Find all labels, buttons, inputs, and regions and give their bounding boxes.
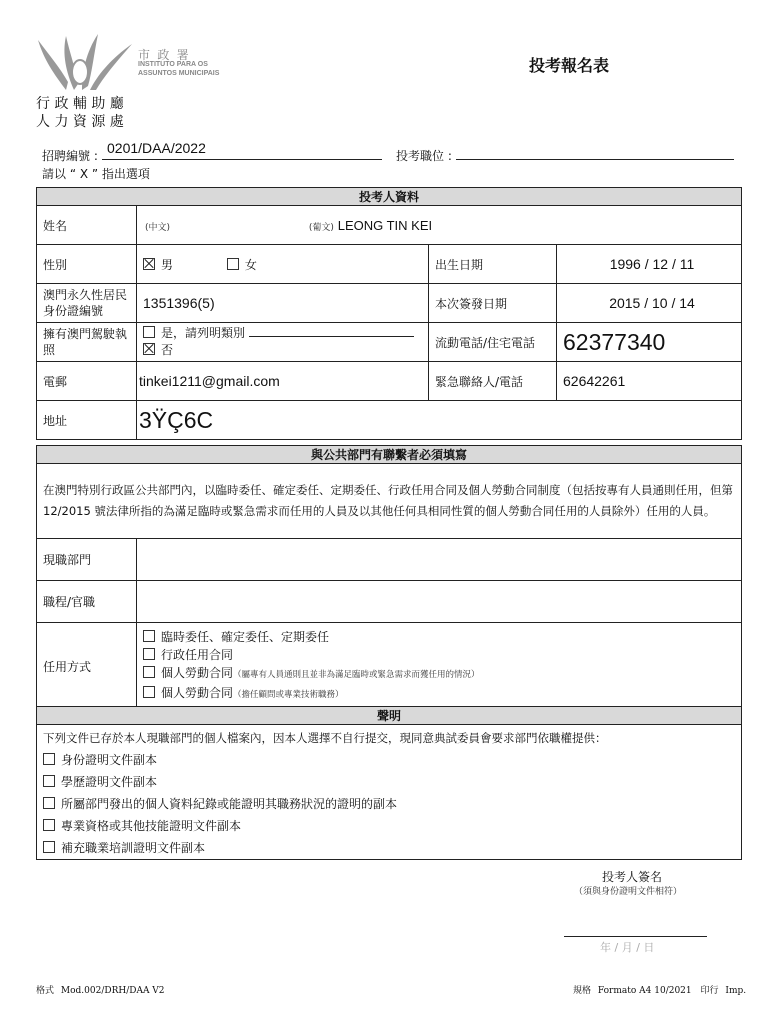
mode-option-label: 個人勞動合同 [161, 666, 234, 680]
declaration-checkbox[interactable] [43, 841, 55, 853]
footer-format-value: Mod.002/DRH/DAA V2 [60, 986, 165, 996]
english-name-label: (葡文) [308, 222, 334, 233]
declaration-item [43, 793, 741, 815]
declaration-item [43, 749, 741, 771]
appointment-mode-field [137, 623, 742, 710]
female-checkbox[interactable] [227, 258, 239, 270]
mode-option-label: 個人勞動合同 [161, 686, 234, 700]
phone-label: 流動電話/住宅電話 [429, 323, 557, 362]
current-dept-label: 現職部門 [37, 539, 137, 581]
mode-checkbox[interactable] [143, 630, 155, 642]
email-field[interactable] [137, 362, 429, 401]
declaration-checkbox[interactable] [43, 775, 55, 787]
signature-date: 年 / 月 / 日 [600, 941, 655, 954]
license-yes-row [143, 325, 428, 342]
phone-field[interactable] [557, 323, 742, 362]
declaration-intro: 下列文件已存於本人現職部門的個人檔案內，因本人選擇不自行提交，現同意典試委員會要求部門依職權提供： [43, 731, 607, 745]
id-field[interactable] [137, 284, 429, 323]
name-label: 姓名 [37, 206, 137, 245]
applicant-section-title: 投考人資料 [37, 188, 742, 206]
position-label: 投考職位 : [396, 149, 452, 163]
male-label: 男 [161, 257, 174, 272]
license-yes-label: 是，請列明類別 [161, 326, 246, 340]
signature-note: （須與身份證明文件相符） [574, 887, 683, 897]
license-no-checkbox[interactable] [143, 343, 155, 355]
gender-label: 性別 [37, 245, 137, 284]
mode-option-note: （擔任顧問或專業技術職務） [233, 690, 344, 700]
signature-label: 投考人簽名 [602, 870, 663, 884]
chinese-name-label: (中文) [145, 222, 171, 233]
footer-format-label: 格式 [36, 986, 55, 996]
footer-print-label: 印行 [700, 986, 719, 996]
emergency-field[interactable] [557, 362, 742, 401]
applicant-table [36, 187, 742, 440]
post-field[interactable] [137, 581, 742, 623]
dob-field[interactable] [557, 245, 742, 284]
dob-label: 出生日期 [429, 245, 557, 284]
mode-option-label: 臨時委任、確定委任、定期委任 [161, 630, 330, 644]
email-value: tinkei1211@gmail.com [139, 373, 280, 389]
footer-spec-label: 規格 [573, 986, 592, 996]
mode-option [143, 684, 741, 704]
division-name: 人 力 資 源 處 [36, 114, 124, 130]
issue-date-field[interactable] [557, 284, 742, 323]
instruction-text: 請以 “ X ” 指出選項 [42, 167, 150, 181]
footer-spec [573, 983, 746, 996]
emergency-value: 62642261 [563, 373, 626, 389]
mode-option-label: 行政任用合同 [161, 648, 234, 662]
public-description: 在澳門特別行政區公共部門內，以臨時委任、確定委任、定期委任、行政任用合同及個人勞動合同制度（包括按專有人員通則任用，但第 12/2015 號法律所指的為滿足臨時或緊急需求而任用的人員及以其他任何具相同性質的個人勞動合同任用的人員除外）任用的人員。 [37, 464, 742, 539]
mode-checkbox[interactable] [143, 666, 155, 678]
mode-checkbox[interactable] [143, 648, 155, 660]
page-title: 投考報名表 [529, 56, 610, 75]
id-value: 1351396(5) [143, 295, 215, 311]
public-section-title: 與公共部門有聯繫者必須填寫 [37, 446, 742, 464]
mode-option [143, 646, 741, 664]
male-checkbox[interactable] [143, 258, 155, 270]
logo-pt-text-2: ASSUNTOS MUNICIPAIS [138, 70, 220, 77]
dob-value: 1996 / 12 / 11 [609, 256, 695, 272]
declaration-item-label: 所屬部門發出的個人資料紀錄或能證明其職務狀況的證明的副本 [61, 797, 398, 811]
female-label: 女 [244, 257, 257, 272]
declaration-checkbox[interactable] [43, 753, 55, 765]
logo-pt-text-1: INSTITUTO PARA OS [138, 61, 208, 68]
email-label: 電郵 [37, 362, 137, 401]
declaration-item-label: 學歷證明文件副本 [61, 775, 158, 789]
declaration-item-label: 補充職業培訓證明文件副本 [61, 841, 206, 855]
license-no-label: 否 [161, 343, 174, 357]
issue-date-value: 2015 / 10 / 14 [609, 295, 695, 311]
signature-line[interactable] [564, 936, 707, 937]
name-field[interactable] [137, 206, 742, 245]
public-sector-table [36, 445, 742, 710]
license-field [137, 323, 429, 362]
declaration-item [43, 815, 741, 837]
address-field[interactable] [137, 401, 742, 440]
department-name: 行 政 輔 助 廳 [36, 96, 124, 112]
declaration-table [36, 706, 742, 860]
license-type-field[interactable] [249, 327, 414, 337]
mode-option-note: （屬專有人員通則且並非為滿足臨時或緊急需求而獲任用的情況） [233, 670, 480, 680]
declaration-body [37, 725, 742, 860]
footer-spec-value: Formato A4 10/2021 [597, 986, 692, 996]
license-no-row [143, 342, 428, 359]
mode-checkbox[interactable] [143, 686, 155, 698]
declaration-item [43, 771, 741, 793]
declaration-item [43, 837, 741, 859]
declaration-checkbox[interactable] [43, 797, 55, 809]
declaration-item-label: 專業資格或其他技能證明文件副本 [61, 819, 242, 833]
current-dept-field[interactable] [137, 539, 742, 581]
position-field[interactable] [456, 145, 734, 160]
appointment-mode-label: 任用方式 [37, 623, 137, 710]
emergency-label: 緊急聯絡人/電話 [429, 362, 557, 401]
iam-logo [36, 32, 136, 94]
mode-option [143, 664, 741, 684]
license-yes-checkbox[interactable] [143, 326, 155, 338]
mode-option [143, 628, 741, 646]
post-label: 職程/官職 [37, 581, 137, 623]
recruit-no-field[interactable] [102, 138, 382, 160]
phone-value: 62377340 [563, 328, 666, 355]
issue-date-label: 本次簽發日期 [429, 284, 557, 323]
declaration-section-title: 聲明 [37, 707, 742, 725]
address-label: 地址 [37, 401, 137, 440]
recruit-no-value: 0201/DAA/2022 [107, 140, 206, 156]
footer-print-value: Imp. [725, 986, 747, 996]
recruit-no-label: 招聘編號 : [42, 149, 98, 163]
footer-format [36, 983, 165, 996]
declaration-checkbox[interactable] [43, 819, 55, 831]
declaration-item-label: 身份證明文件副本 [61, 753, 158, 767]
logo-cn-text: 市 政 署 [138, 48, 191, 62]
id-label: 澳門永久性居民身份證編號 [37, 284, 137, 323]
address-value: 3ŸÇ6C [139, 406, 214, 433]
gender-field [137, 245, 429, 284]
license-label: 擁有澳門駕駛執照 [37, 323, 137, 362]
english-name-value: LEONG TIN KEI [337, 217, 433, 233]
